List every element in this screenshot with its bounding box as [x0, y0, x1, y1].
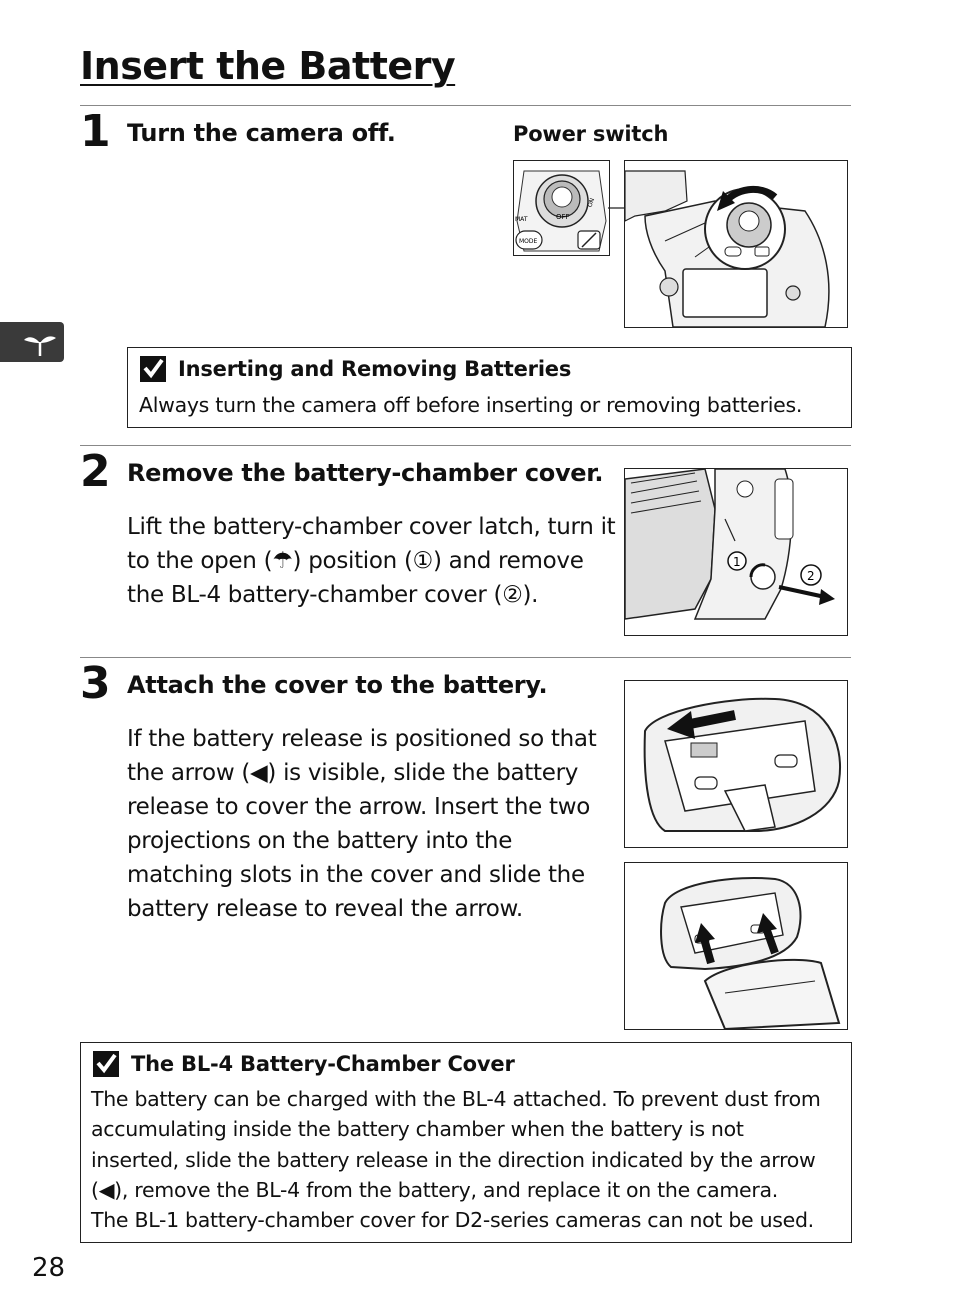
section-divider	[80, 445, 851, 446]
step-heading: Attach the cover to the battery.	[127, 671, 548, 699]
note-text-line: (◀), remove the BL-4 from the battery, and replace it on the camera.	[91, 1177, 778, 1202]
note-title: Inserting and Removing Batteries	[178, 357, 572, 381]
dial-off-label: OFF	[556, 213, 570, 221]
section-divider	[80, 105, 851, 106]
step-heading: Turn the camera off.	[127, 119, 396, 147]
chapter-tab	[0, 322, 64, 362]
note-text-line: The BL-1 battery-chamber cover for D2-series cameras can not be used.	[91, 1208, 814, 1233]
step-number: 3	[80, 658, 111, 709]
step-body-line: If the battery release is positioned so that	[127, 726, 597, 752]
step-body-line: the BL-4 battery-chamber cover (②).	[127, 582, 539, 608]
note-title-row	[93, 1051, 515, 1077]
note-text-line: accumulating inside the battery chamber when the battery is not	[91, 1117, 744, 1142]
note-text	[91, 1084, 821, 1235]
note-text-line: inserted, slide the battery release in the direction indicated by the arrow	[91, 1147, 816, 1172]
step-body-line: the arrow (◀) is visible, slide the battery	[127, 760, 579, 786]
section-divider	[80, 657, 851, 658]
circled-2-label: 2	[807, 569, 815, 583]
step-body-line: release to cover the arrow. Insert the two	[127, 794, 591, 820]
note-text-line: The battery can be charged with the BL-4 attached. To prevent dust from	[91, 1087, 821, 1111]
step-number: 2	[80, 446, 111, 497]
battery-cover-removal-figure	[624, 468, 848, 636]
check-icon	[140, 356, 166, 382]
step-body-line: projections on the battery into the	[127, 828, 513, 854]
note-title-row	[140, 356, 571, 382]
sprout-icon	[0, 322, 64, 362]
check-icon	[93, 1051, 119, 1077]
battery-attach-figure	[624, 862, 848, 1030]
mat-label: MAT	[515, 216, 528, 223]
step-body	[127, 722, 617, 926]
note-text: Always turn the camera off before inserting or removing batteries.	[139, 393, 803, 417]
step-body-line: matching slots in the cover and slide the	[127, 862, 585, 888]
page-number: 28	[32, 1253, 66, 1283]
dial-on-label: ON	[586, 197, 597, 209]
cover-release-figure	[624, 680, 848, 848]
page-title: Insert the Battery	[80, 44, 456, 88]
mode-button-label: MODE	[519, 238, 538, 245]
step-body	[127, 510, 617, 612]
note-box	[127, 347, 852, 428]
camera-top-figure	[624, 160, 848, 328]
note-box	[80, 1042, 852, 1243]
circled-1-label: 1	[733, 555, 741, 569]
step-number: 1	[80, 106, 111, 157]
step-body-line: to the open (☂) position (①) and remove	[127, 548, 584, 574]
figure-caption: Power switch	[513, 122, 669, 146]
step-heading: Remove the battery-chamber cover.	[127, 459, 604, 487]
step-body-line: Lift the battery-chamber cover latch, turn it	[127, 514, 616, 540]
note-title: The BL-4 Battery-Chamber Cover	[131, 1052, 515, 1076]
step-body-line: battery release to reveal the arrow.	[127, 896, 523, 922]
power-switch-closeup-figure	[513, 160, 610, 256]
